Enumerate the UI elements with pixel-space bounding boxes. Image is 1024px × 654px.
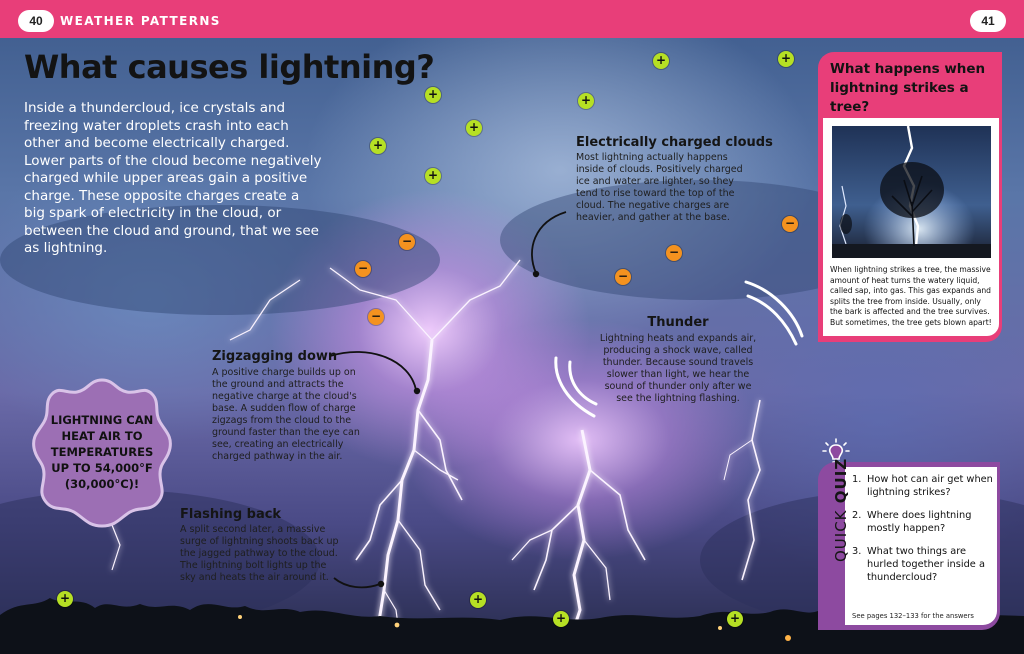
negative-charge-icon: − [355,261,371,277]
flashing-heading: Flashing back [180,507,282,522]
positive-charge-icon: + [466,120,482,136]
positive-charge-icon: + [578,93,594,109]
page-number-left: 40 [18,10,54,32]
badge-line-4: UP TO 54,000°F [51,461,153,475]
flashing-text: A split second later, a massive surge of lightning shoots back up the jagged pathway to the cloud. The lightning bolt lights up the sky and heats the air around it. [180,524,339,583]
intro-paragraph: Inside a thundercloud, ice crystals and freezing water droplets crash into each other and become electrically charged. Lower parts of the cloud become negatively charged while upper areas gain a positive charge. These opposite charges create a big spark of electricity in the cloud, or between the cloud and ground, that we see as lightning. [24,100,322,256]
negative-charge-icon: − [666,245,682,261]
quiz-question [852,510,994,535]
quiz-question-text: What two things are hurled together inside a thundercloud? [867,546,985,583]
thunder-text: Lightning heats and expands air, producing a shock wave, called thunder. Because sound travels slower than light, we hear the sound of thunder only after we see the lightning flashing. [599,333,757,404]
quiz-question [852,546,994,584]
quiz-label-quick: QUICK [832,509,850,562]
badge-line-2-rest: TO [120,429,143,443]
quiz-question [852,474,994,499]
badge-line-3: TEMPERATURES [50,445,154,459]
clouds-heading: Electrically charged clouds [576,135,773,150]
zigzag-heading: Zigzagging down [212,349,338,364]
positive-charge-icon: + [653,53,669,69]
quiz-question-number: 2. [852,510,862,522]
negative-charge-icon: − [782,216,798,232]
negative-charge-icon: − [368,309,384,325]
thunder-heading: Thunder [647,315,709,330]
clouds-text: Most lightning actually happens inside of clouds. Positively charged ice and water are lighter, so they tend to rise toward the top of the cloud. The negative charges are heavier, and gather at the base. [576,152,743,223]
page-title: What causes lightning? [24,48,435,86]
tree-sidebar-title: What happens when lightning strikes a tree? [830,61,986,115]
positive-charge-icon: + [553,611,569,627]
badge-line-2-bold: HEAT AIR [61,429,121,443]
positive-charge-icon: + [425,87,441,103]
fact-badge-text [32,412,172,492]
zigzag-text: A positive charge builds up on the ground and attracts the negative charge at the cloud's base. A sudden flow of charge zigzags from the cloud to the ground faster than the eye can see, creating an electrically charged pathway in the air. [212,367,360,462]
positive-charge-icon: + [727,611,743,627]
positive-charge-icon: + [425,168,441,184]
badge-line-1: LIGHTNING CAN [50,413,154,427]
quiz-question-text: Where does lightning mostly happen? [867,510,972,534]
section-title: WEATHER PATTERNS [60,14,221,28]
positive-charge-icon: + [778,51,794,67]
tree-sidebar-caption: When lightning strikes a tree, the massive amount of heat turns the watery liquid, called sap, into gas. This gas expands and splits the tree from inside. Usually, only the bark is affected and the tree survives. But sometimes, the tree gets blown apart! [830,265,992,327]
badge-line-2 [32,428,172,444]
quiz-answer-note: See pages 132–133 for the answers [852,612,974,620]
positive-charge-icon: + [370,138,386,154]
positive-charge-icon: + [57,591,73,607]
badge-line-5: (30,000°C)! [64,477,140,491]
quiz-label-quiz: QUIZ [832,457,850,504]
quiz-question-text: How hot can air get when lightning strikes? [867,474,993,498]
positive-charge-icon: + [470,592,486,608]
negative-charge-icon: − [399,234,415,250]
tree-lightning-photo [832,126,991,258]
quiz-questions [852,474,994,595]
page-number-right: 41 [970,10,1006,32]
quiz-question-number: 1. [852,474,862,485]
negative-charge-icon: − [615,269,631,285]
quiz-question-number: 3. [852,546,862,558]
